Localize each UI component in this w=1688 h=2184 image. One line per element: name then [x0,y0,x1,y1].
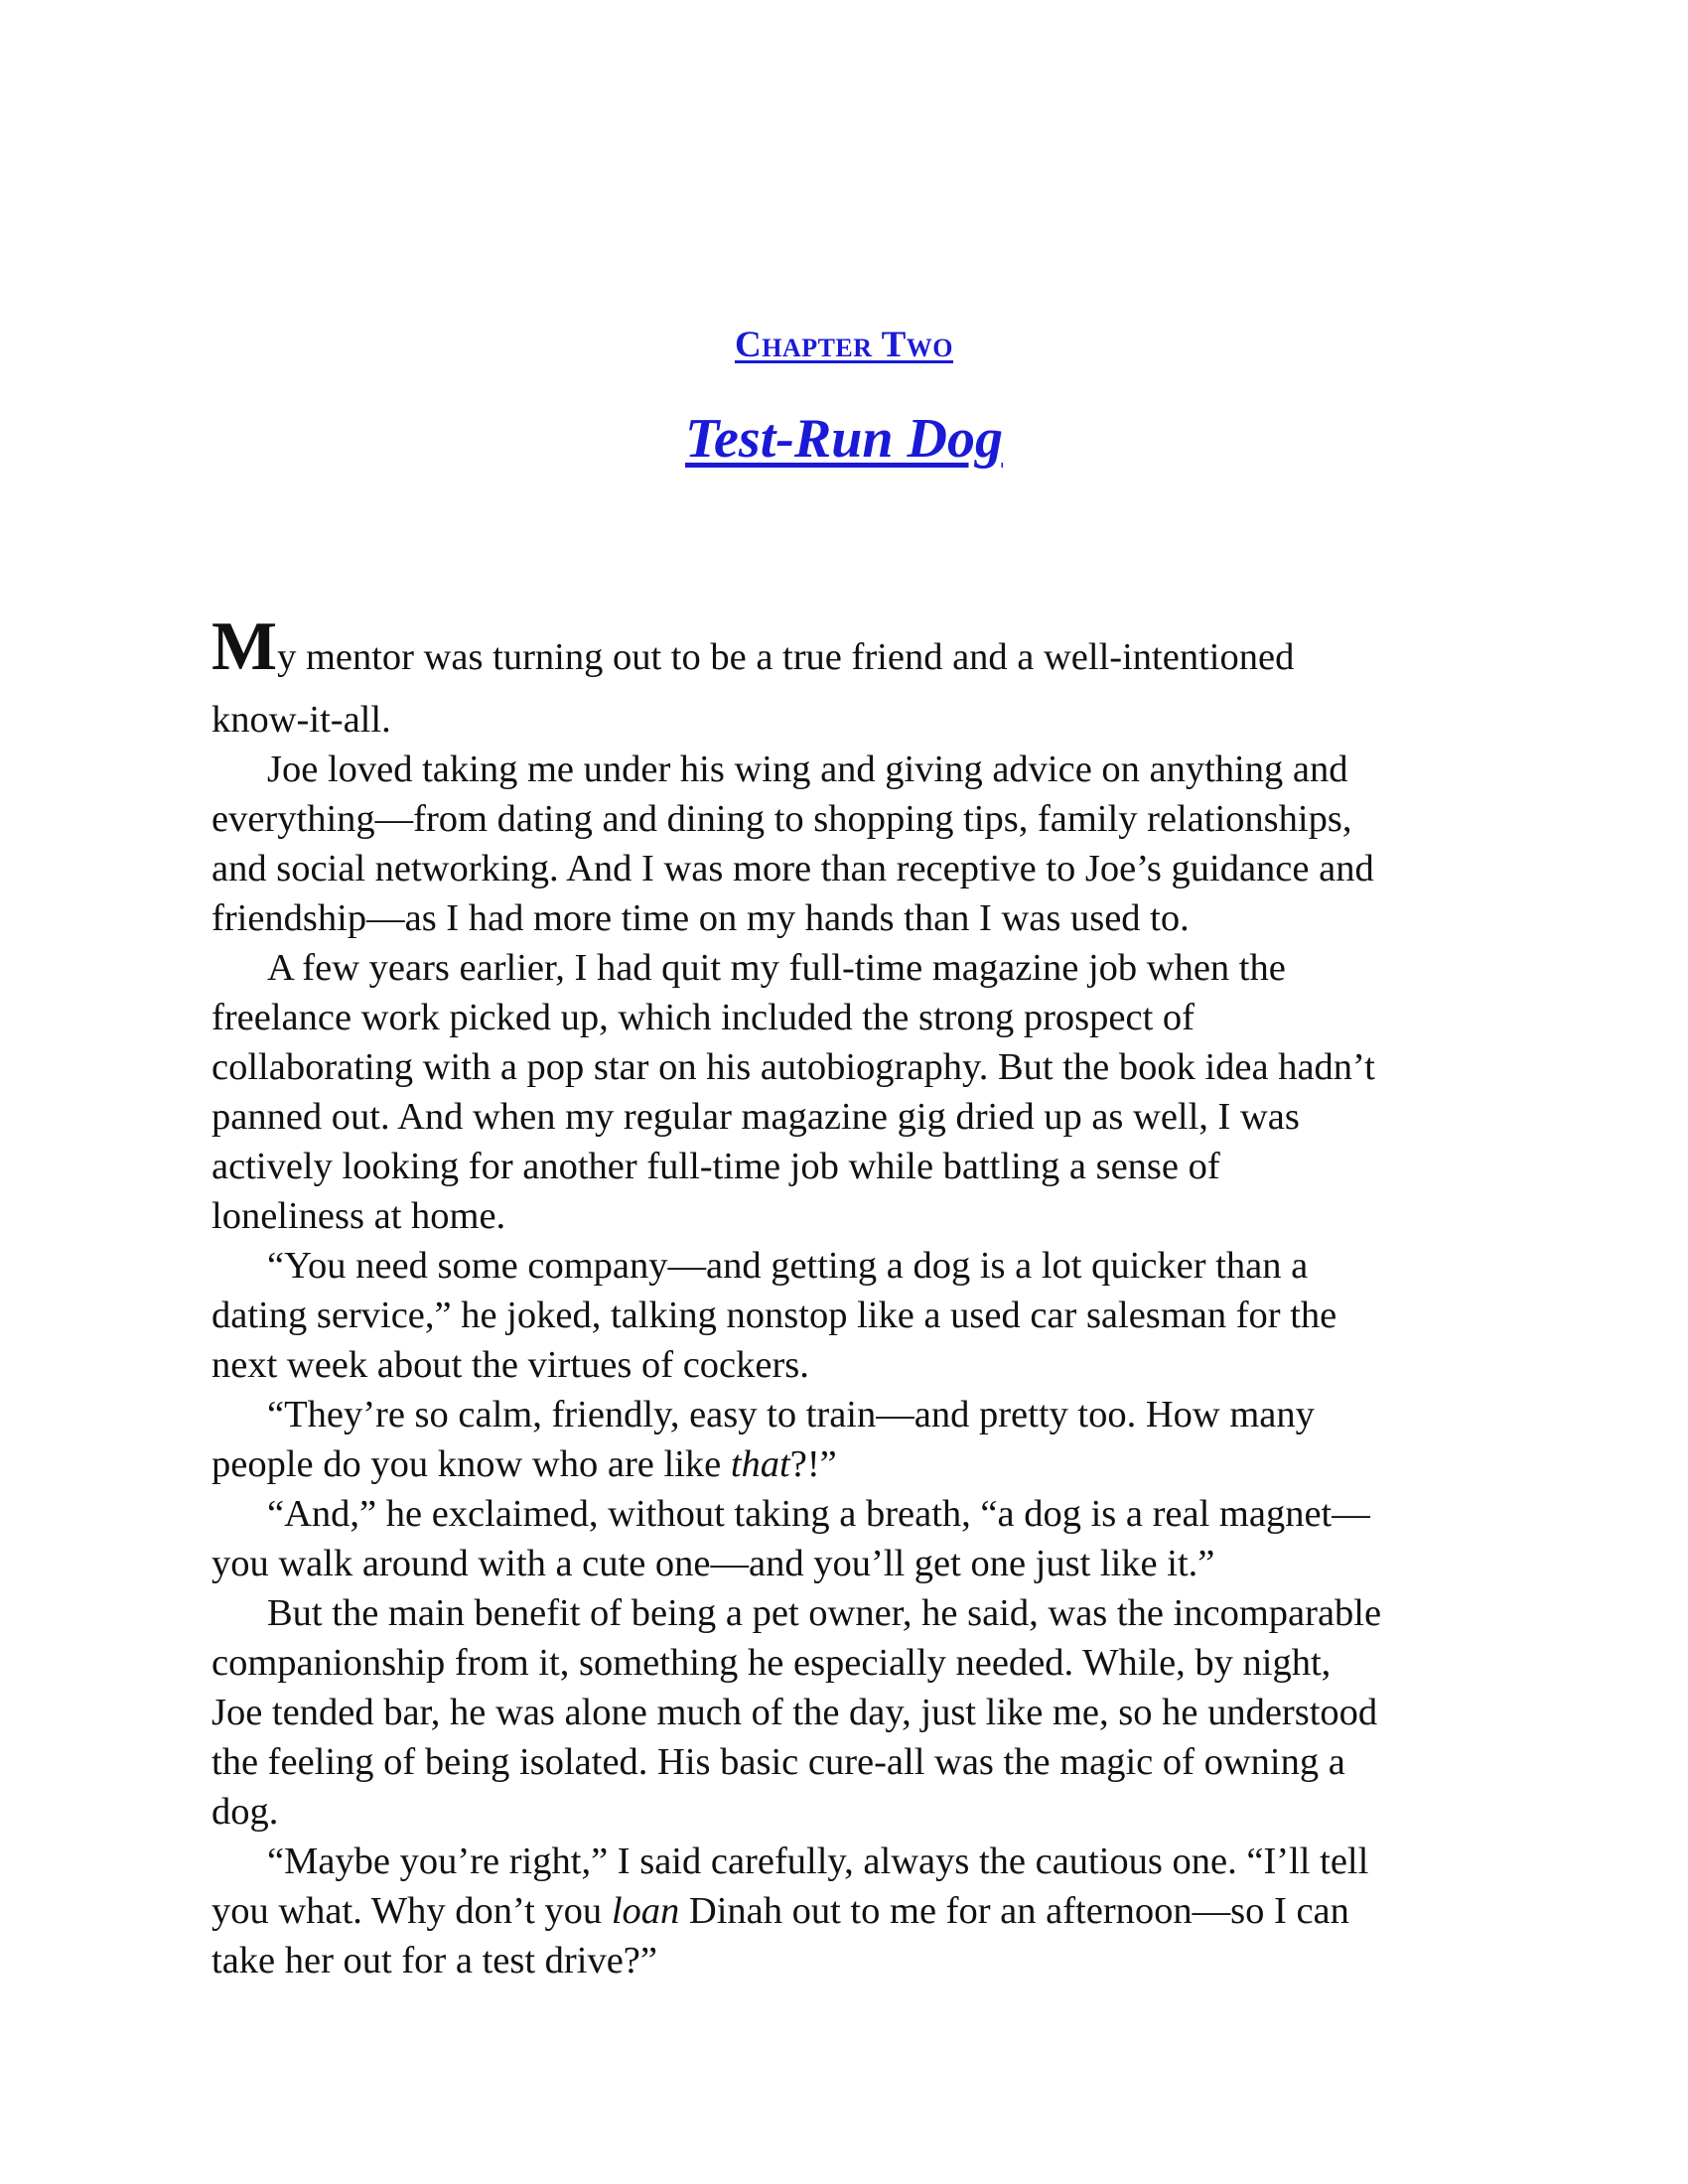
drop-cap: M [211,609,278,685]
line-text: ?!” [789,1443,837,1485]
chapter-label[interactable]: Chapter Two [734,325,954,365]
paragraph-line: and social networking. And I was more than receptive to Joe’s guidance and [211,848,1374,889]
paragraph-line: loneliness at home. [211,1195,506,1237]
chapter-title[interactable]: Test-Run Dog [684,408,1003,470]
paragraph-line: dog. [211,1791,279,1833]
paragraph-line: panned out. And when my regular magazine gig dried up as well, I was [211,1096,1300,1138]
line-text: people do you know who are like [211,1443,731,1485]
paragraph-line: But the main benefit of being a pet owner, he said, was the incomparable [267,1592,1382,1634]
paragraph-line: you walk around with a cute one—and you’ll get one just like it.” [211,1543,1215,1584]
paragraph-line: know-it-all. [211,699,391,741]
paragraph-line: A few years earlier, I had quit my full-time magazine job when the [267,947,1286,989]
paragraph-line: freelance work picked up, which included the strong prospect of [211,997,1195,1038]
paragraph-line: “And,” he exclaimed, without taking a breath, “a dog is a real magnet— [267,1493,1370,1535]
paragraph-line [211,1886,1502,1936]
paragraph-line: “You need some company—and getting a dog is a lot quicker than a [267,1245,1309,1287]
paragraph-line: companionship from it, something he especially needed. While, by night, [211,1642,1332,1684]
paragraph-line: Joe tended bar, he was alone much of the day, just like me, so he understood [211,1692,1378,1733]
chapter-body [211,609,1502,1985]
line-text: you what. Why don’t you [211,1890,612,1932]
paragraph-line: Joe loved taking me under his wing and giving advice on anything and [267,749,1348,790]
line-text [679,1890,689,1932]
paragraph-line: dating service,” he joked, talking nonstop like a used car salesman for the [211,1295,1337,1336]
line-text: Dinah out to me for an afternoon—so I can [688,1890,1349,1932]
paragraph-line: actively looking for another full-time job while battling a sense of [211,1146,1220,1187]
line-text: y mentor was turning out to be a true friend and a well-intentioned [277,636,1295,678]
paragraph-line: “Maybe you’re right,” I said carefully, always the cautious one. “I’ll tell [267,1841,1369,1882]
paragraph-line: the feeling of being isolated. His basic cure-all was the magic of owning a [211,1741,1345,1783]
paragraph-line: “They’re so calm, friendly, easy to train—and pretty too. How many [267,1394,1315,1435]
paragraph-line [211,609,1502,695]
paragraph-line: friendship—as I had more time on my hands than I was used to. [211,897,1190,939]
paragraph-line: collaborating with a pop star on his autobiography. But the book idea hadn’t [211,1046,1375,1088]
paragraph-line [211,1439,1502,1489]
emphasis-text: loan [611,1890,680,1932]
paragraph-line: next week about the virtues of cockers. [211,1344,809,1386]
paragraph-line: take her out for a test drive?” [211,1940,657,1981]
emphasis-text: that [730,1443,790,1485]
paragraph-line: everything—from dating and dining to shopping tips, family relationships, [211,798,1352,840]
